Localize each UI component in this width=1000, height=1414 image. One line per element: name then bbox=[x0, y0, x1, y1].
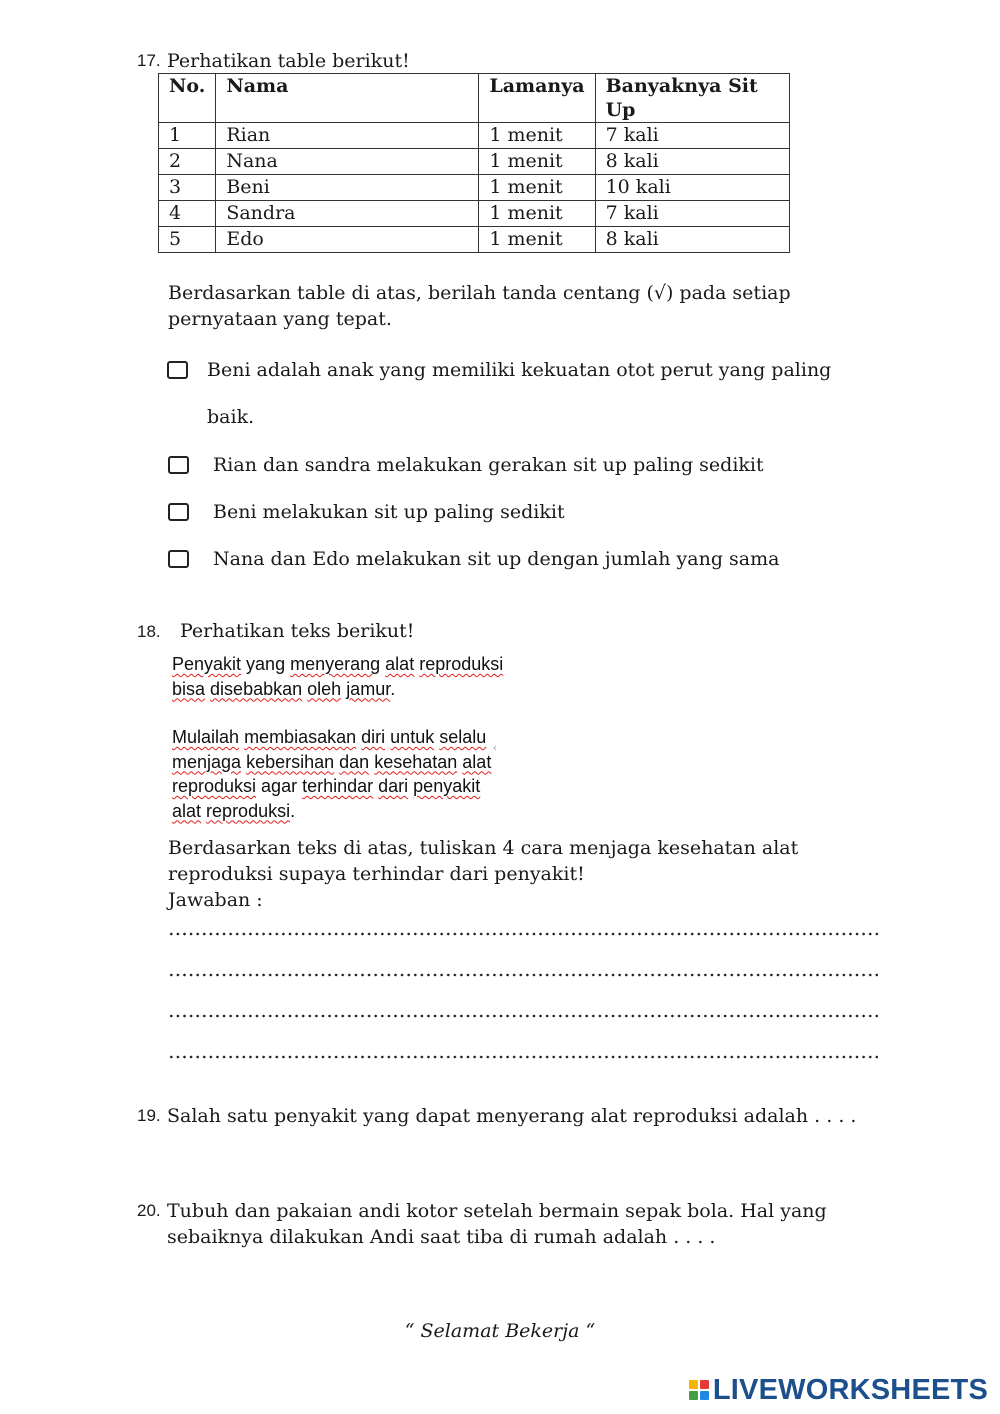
question-18-body bbox=[168, 835, 888, 913]
question-prompt: Perhatikan teks berikut! bbox=[180, 620, 415, 642]
passage-word: kebersihan bbox=[246, 751, 335, 772]
instruction-text: Berdasarkan table di atas, berilah tanda centang (√) pada setiap pernyataan yang tepat. bbox=[168, 282, 791, 330]
situp-table bbox=[158, 73, 790, 253]
stray-mark-icon: ‹ bbox=[493, 743, 497, 754]
passage-word: . bbox=[290, 800, 296, 821]
cell-banyaknya: 7 kali bbox=[595, 123, 789, 149]
answer-line-1[interactable] bbox=[168, 931, 878, 937]
option-4-text: Nana dan Edo melakukan sit up dengan jumlah yang sama bbox=[213, 548, 780, 570]
logo-tile bbox=[700, 1391, 709, 1400]
header-nama: Nama bbox=[216, 74, 479, 123]
answer-label: Jawaban : bbox=[168, 889, 263, 911]
cell-nama: Sandra bbox=[216, 201, 479, 227]
passage-word: disebabkan bbox=[210, 678, 303, 699]
passage-word: Mulailah bbox=[172, 727, 240, 747]
passage-word: alat bbox=[172, 800, 202, 821]
option-2-checkbox[interactable] bbox=[168, 456, 189, 474]
cell-no: 3 bbox=[159, 175, 216, 201]
passage-word: penyakit bbox=[413, 776, 481, 796]
passage-word: selalu bbox=[439, 727, 487, 747]
header-banyaknya: Banyaknya Sit Up bbox=[595, 74, 789, 123]
passage-word: menyerang bbox=[290, 654, 381, 674]
table-row bbox=[159, 123, 790, 149]
cell-no: 5 bbox=[159, 227, 216, 253]
cell-lamanya: 1 menit bbox=[479, 201, 595, 227]
passage-word: jamur bbox=[346, 678, 391, 699]
question-number: 17. bbox=[137, 51, 161, 70]
cell-lamanya: 1 menit bbox=[479, 175, 595, 201]
table-row bbox=[159, 149, 790, 175]
question-text: Tubuh dan pakaian andi kotor setelah bermain sepak bola. Hal yang sebaiknya dilakukan Andi saat tiba di rumah adalah . . . . bbox=[167, 1200, 827, 1248]
passage-word: membiasakan bbox=[244, 727, 357, 747]
closing-message: “ Selamat Bekerja “ bbox=[404, 1320, 596, 1342]
passage-word: reproduksi bbox=[172, 776, 257, 796]
answer-line-2[interactable] bbox=[168, 972, 878, 978]
cell-nama: Edo bbox=[216, 227, 479, 253]
cell-nama: Beni bbox=[216, 175, 479, 201]
logo-tile bbox=[689, 1391, 698, 1400]
logo-tile bbox=[700, 1380, 709, 1389]
passage-paragraph-2 bbox=[172, 725, 507, 823]
passage-word: reproduksi bbox=[419, 654, 504, 674]
option-4-checkbox[interactable] bbox=[168, 550, 189, 568]
cell-nama: Nana bbox=[216, 149, 479, 175]
option-3-checkbox[interactable] bbox=[168, 503, 189, 521]
liveworksheets-logo bbox=[689, 1375, 988, 1405]
passage-paragraph-1 bbox=[172, 652, 507, 701]
question-text: Berdasarkan teks di atas, tuliskan 4 cara menjaga kesehatan alat reproduksi supaya terhindar dari penyakit! bbox=[168, 837, 799, 885]
passage-word: terhindar bbox=[302, 776, 374, 796]
question-number: 19. bbox=[137, 1106, 161, 1125]
logo-grid-icon bbox=[689, 1380, 709, 1400]
passage-word: kesehatan bbox=[374, 751, 458, 772]
header-no: No. bbox=[159, 74, 216, 123]
passage-word: reproduksi bbox=[206, 800, 291, 821]
option-3-text: Beni melakukan sit up paling sedikit bbox=[213, 501, 565, 523]
table-row bbox=[159, 201, 790, 227]
passage-word: bisa bbox=[172, 678, 206, 699]
cell-nama: Rian bbox=[216, 123, 479, 149]
option-1-text-line1: Beni adalah anak yang memiliki kekuatan otot perut yang paling bbox=[207, 359, 832, 381]
cell-banyaknya: 8 kali bbox=[595, 149, 789, 175]
option-1-checkbox[interactable] bbox=[167, 361, 188, 379]
option-1-text-line2: baik. bbox=[207, 406, 255, 428]
passage-word: dan bbox=[339, 751, 370, 772]
question-number: 18. bbox=[137, 622, 161, 641]
cell-lamanya: 1 menit bbox=[479, 149, 595, 175]
option-2-text: Rian dan sandra melakukan gerakan sit up paling sedikit bbox=[213, 454, 764, 476]
passage-word: agar bbox=[256, 776, 303, 796]
header-lamanya: Lamanya bbox=[479, 74, 595, 123]
answer-line-3[interactable] bbox=[168, 1013, 878, 1019]
question-prompt: Perhatikan table berikut! bbox=[167, 50, 410, 72]
passage-word: . bbox=[390, 678, 396, 699]
cell-lamanya: 1 menit bbox=[479, 227, 595, 253]
cell-banyaknya: 8 kali bbox=[595, 227, 789, 253]
reading-passage bbox=[172, 652, 507, 847]
passage-word: Penyakit bbox=[172, 654, 242, 674]
passage-word: diri bbox=[361, 727, 386, 747]
table-row bbox=[159, 175, 790, 201]
table-row bbox=[159, 227, 790, 253]
brand-wordmark: LIVEWORKSHEETS bbox=[712, 1373, 988, 1406]
passage-word: oleh bbox=[307, 678, 342, 699]
logo-tile bbox=[689, 1380, 698, 1389]
cell-banyaknya: 7 kali bbox=[595, 201, 789, 227]
table-header-row bbox=[159, 74, 790, 123]
cell-no: 2 bbox=[159, 149, 216, 175]
question-text: Salah satu penyakit yang dapat menyerang alat reproduksi adalah . . . . bbox=[167, 1105, 857, 1127]
cell-banyaknya: 10 kali bbox=[595, 175, 789, 201]
passage-word: untuk bbox=[390, 727, 435, 747]
passage-word: alat bbox=[462, 751, 492, 772]
cell-no: 1 bbox=[159, 123, 216, 149]
passage-word: menjaga bbox=[172, 751, 242, 772]
passage-word: alat bbox=[385, 654, 415, 674]
cell-lamanya: 1 menit bbox=[479, 123, 595, 149]
passage-word: yang bbox=[241, 654, 291, 674]
passage-word: dari bbox=[378, 776, 409, 796]
question-number: 20. bbox=[137, 1201, 161, 1220]
answer-line-4[interactable] bbox=[168, 1054, 878, 1060]
cell-no: 4 bbox=[159, 201, 216, 227]
